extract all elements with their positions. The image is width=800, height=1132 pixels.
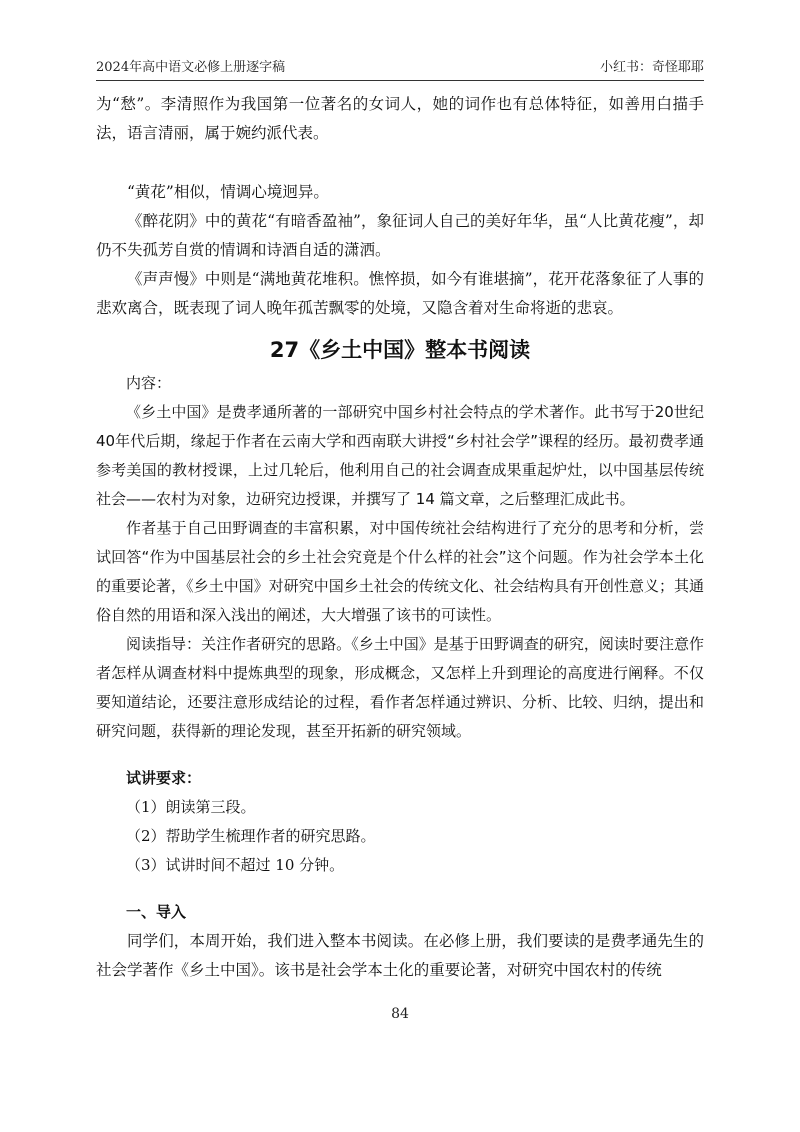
content-paragraph-2: 作者基于自己田野调查的丰富积累，对中国传统社会结构进行了充分的思考和分析，尝试回答“作为中国基层社会的乡土社会究竟是个什么样的社会”这个问题。作为社会学本土化的重要论著，《乡土中国》对研究中国乡土社会的传统文化、社会结构具有开创性意义；其通俗自然的用语和深入浅出的阐述，大大增强了该书的可读性。 <box>96 519 704 624</box>
page-number: 84 <box>391 1006 409 1022</box>
paragraph-zuihuayin: 《醉花阴》中的黄花“有暗香盈袖”，象征词人自己的美好年华，虽“人比黄花瘦”，却仍不失孤芳自赏的情调和诗酒自适的潇洒。 <box>96 212 704 259</box>
requirement-item: （2）帮助学生梳理作者的研究思路。 <box>126 827 376 845</box>
content-paragraph-1: 《乡土中国》是费孝通所著的一部研究中国乡村社会特点的学术著作。此书写于20世纪40年代后期，缘起于作者在云南大学和西南联大讲授“乡村社会学”课程的经历。最初费孝通参考美国的教材授课，上过几轮后，他利用自己的社会调查成果重起炉灶，以中国基层传统社会——农村为对象，边研究边授课，并撰写了 14 篇文章，之后整理汇成此书。 <box>96 403 704 508</box>
intro-heading: 一、导入 <box>126 903 187 921</box>
paragraph-huanghua: “黄花”相似，情调心境迥异。 <box>127 183 329 201</box>
section-title: 27《乡土中国》整本书阅读 <box>269 338 531 362</box>
page-body <box>96 90 704 985</box>
requirements-heading: 试讲要求： <box>126 769 202 787</box>
paragraph-li-qingzhao: 为“愁”。李清照作为我国第一位著名的女词人，她的词作也有总体特征，如善用白描手法，语言清丽，属于婉约派代表。 <box>96 95 704 142</box>
content-label: 内容： <box>126 374 172 392</box>
header-divider <box>96 80 704 81</box>
header-author: 小红书：奇怪耶耶 <box>599 60 704 75</box>
reading-guide-paragraph: 阅读指导：关注作者研究的思路。《乡土中国》是基于田野调查的研究，阅读时要注意作者怎样从调查材料中提炼典型的现象，形成概念，又怎样上升到理论的高度进行阐释。不仅要知道结论，还要注意形成结论的过程，看作者怎样通过辨识、分析、比较、归纳，提出和研究问题，获得新的理论发现，甚至开拓新的研究领域。 <box>96 635 704 740</box>
requirement-item: （3）试讲时间不超过 10 分钟。 <box>126 856 345 874</box>
intro-paragraph: 同学们，本周开始，我们进入整本书阅读。在必修上册，我们要读的是费孝通先生的社会学著作《乡土中国》。该书是社会学本土化的重要论著，对研究中国农村的传统 <box>96 932 704 979</box>
page-header <box>96 56 704 78</box>
paragraph-shengshengman: 《声声慢》中则是“满地黄花堆积。憔悴损，如今有谁堪摘”，花开花落象征了人事的悲欢离合，既表现了词人晚年孤苦飘零的处境，又隐含着对生命将逝的悲哀。 <box>96 270 704 317</box>
header-title: 2024年高中语文必修上册逐字稿 <box>96 60 286 75</box>
requirement-item: （1）朗读第三段。 <box>126 798 256 816</box>
